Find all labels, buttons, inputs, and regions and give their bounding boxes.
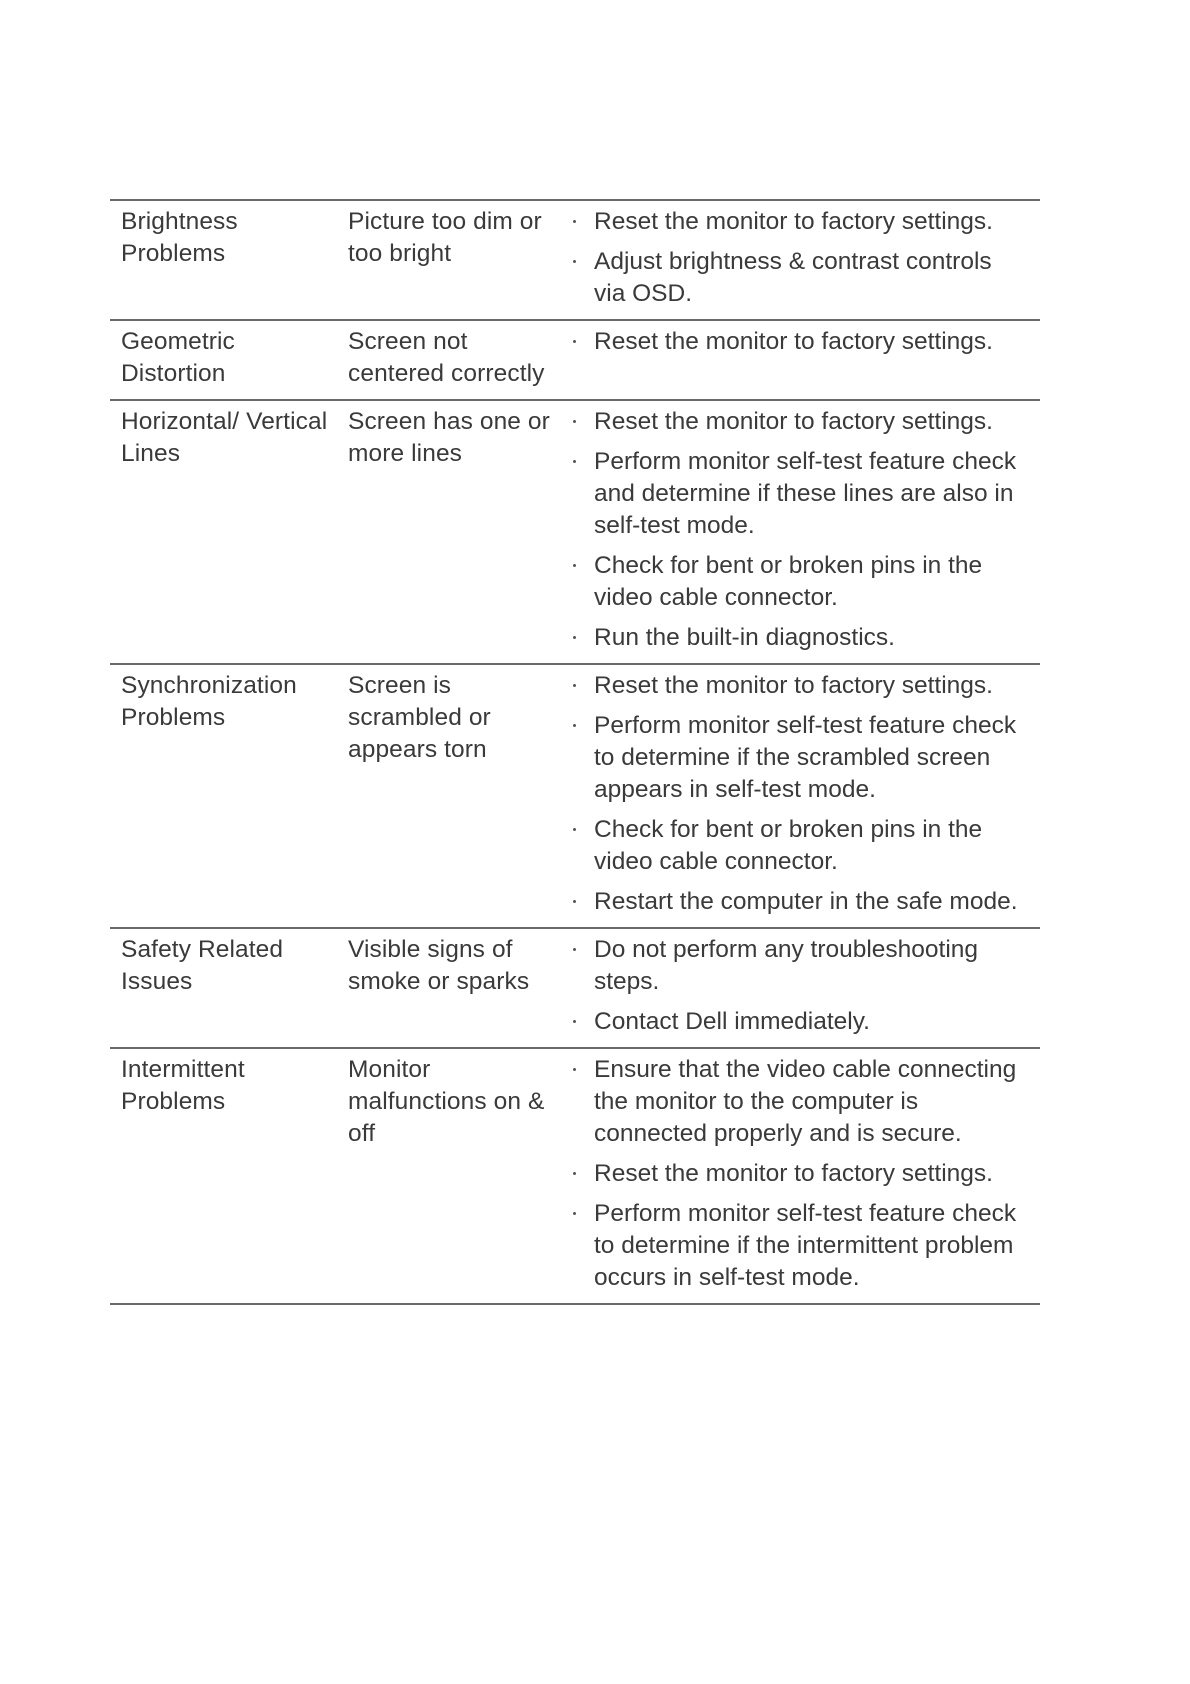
problem-cell: Horizontal/ Vertical Lines [121,408,328,467]
symptom-cell: Screen is scrambled or appears torn [348,672,491,763]
problem-cell: Synchronization Problems [121,672,297,731]
solutions-cell [564,934,1040,1038]
symptom-cell: Screen has one or more lines [348,408,550,467]
solutions-cell [564,1054,1040,1294]
bullet-icon [573,948,576,951]
solution-item: Ensure that the video cable connecting the monitor to the computer is connected properly and is secure. [564,1054,1026,1150]
table-row [110,319,1040,399]
solution-item: Reset the monitor to factory settings. [564,1158,1026,1190]
solution-item: Perform monitor self-test feature check to determine if the scrambled screen appears in self-test mode. [564,710,1026,806]
bullet-icon [573,340,576,343]
bullet-icon [573,684,576,687]
bullet-icon [573,564,576,567]
problem-cell: Geometric Distortion [121,328,235,387]
solution-item: Do not perform any troubleshooting steps. [564,934,1026,998]
symptom-cell: Screen not centered correctly [348,328,545,387]
bullet-icon [573,420,576,423]
table-row [110,201,1040,319]
solution-item: Reset the monitor to factory settings. [564,206,1026,238]
bullet-icon [573,220,576,223]
symptom-cell: Picture too dim or too bright [348,208,542,267]
solution-item: Contact Dell immediately. [564,1006,1026,1038]
solution-item: Perform monitor self-test feature check and determine if these lines are also in self-test mode. [564,446,1026,542]
bullet-icon [573,900,576,903]
problem-cell: Intermittent Problems [121,1056,245,1115]
solution-item: Restart the computer in the safe mode. [564,886,1026,918]
solutions-cell [564,406,1040,654]
symptom-cell: Visible signs of smoke or sparks [348,936,530,995]
problem-cell: Brightness Problems [121,208,238,267]
table-row [110,1047,1040,1303]
solutions-cell [564,326,1040,390]
bullet-icon [573,260,576,263]
bullet-icon [573,460,576,463]
solutions-cell [564,206,1040,310]
bullet-icon [573,724,576,727]
solution-item: Adjust brightness & contrast controls via OSD. [564,246,1026,310]
bullet-icon [573,1212,576,1215]
table-row [110,927,1040,1047]
solution-item: Check for bent or broken pins in the video cable connector. [564,550,1026,614]
solution-item: Check for bent or broken pins in the video cable connector. [564,814,1026,878]
table-row [110,663,1040,927]
symptom-cell: Monitor malfunctions on & off [348,1056,545,1147]
solution-item: Reset the monitor to factory settings. [564,406,1026,438]
problem-cell: Safety Related Issues [121,936,284,995]
solutions-cell [564,670,1040,918]
bullet-icon [573,1172,576,1175]
table-row [110,399,1040,663]
solution-item: Reset the monitor to factory settings. [564,670,1026,702]
solution-item: Reset the monitor to factory settings. [564,326,1026,358]
bullet-icon [573,1068,576,1071]
troubleshooting-table [110,199,1040,1305]
bullet-icon [573,828,576,831]
solution-item: Perform monitor self-test feature check to determine if the intermittent problem occurs in self-test mode. [564,1198,1026,1294]
bullet-icon [573,1020,576,1023]
bullet-icon [573,636,576,639]
solution-item: Run the built-in diagnostics. [564,622,1026,654]
